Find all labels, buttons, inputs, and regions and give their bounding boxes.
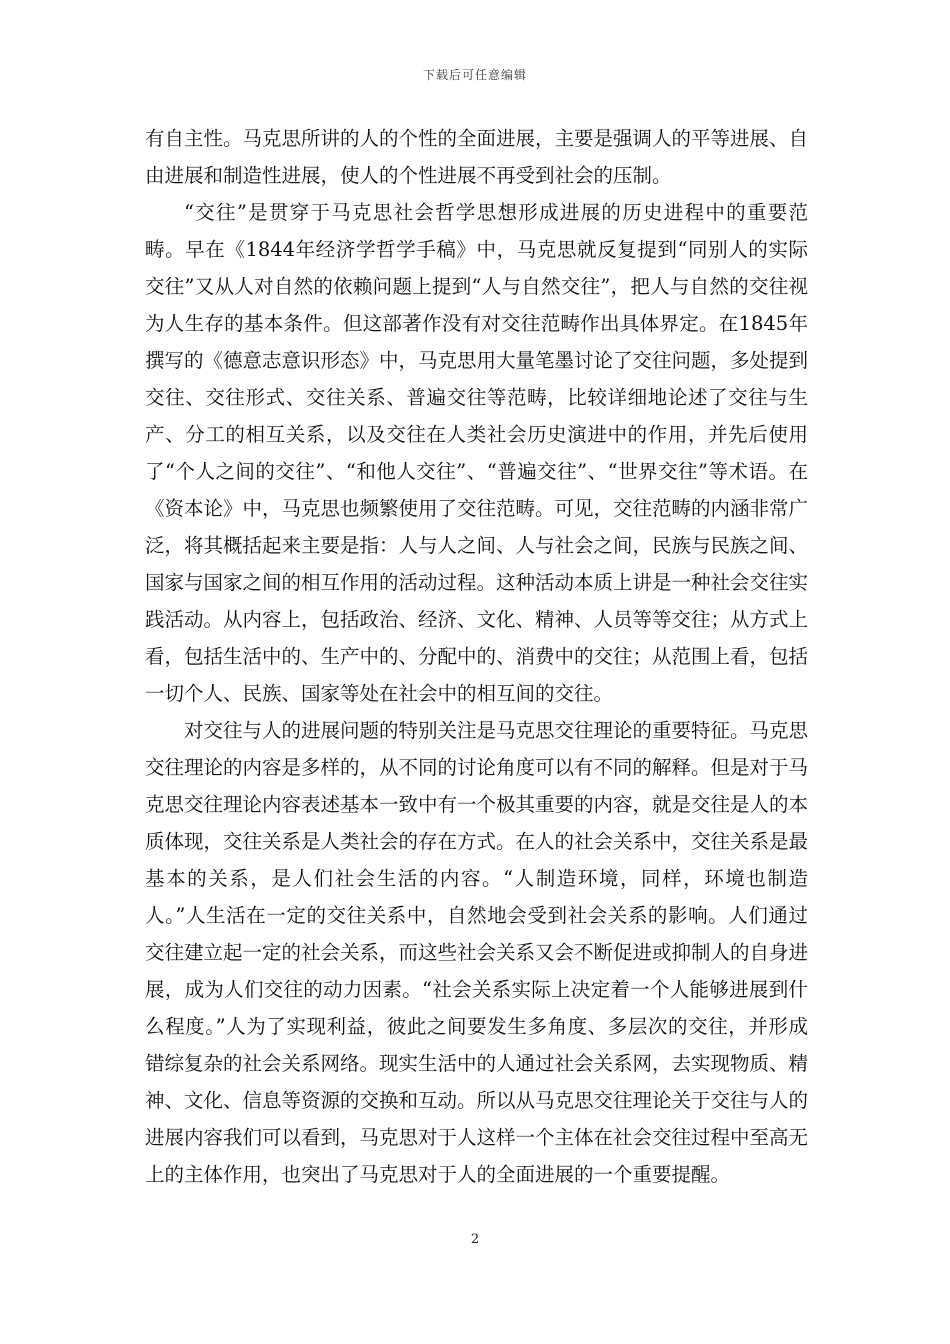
page-header: 下载后可任意编辑 [422,68,527,82]
paragraph-intercourse-and-development: 对交往与人的进展问题的特别关注是马克思交往理论的重要特征。马克思交往理论的内容是多样的，从不同的讨论角度可以有不同的解释。但是对于马克思交往理论内容表述基本一致中有一个极其重要的内容，就是交往是人的本质体现，交往关系是人类社会的存在方式。在人的社会关系中，交往关系是最基本的关系，是人们社会生活的内容。“人制造环境，同样，环境也制造人。”人生活在一定的交往关系中，自然地会受到社会关系的影响。人们通过交往建立起一定的社会关系，而这些社会关系又会不断促进或抑制人的自身进展，成为人们交往的动力因素。“社会关系实际上决定着一个人能够进展到什么程度。”人为了实现利益，彼此之间要发生多角度、多层次的交往，并形成错综复杂的社会关系网络。现实生活中的人通过社会关系网，去实现物质、精神、文化、信息等资源的交换和互动。所以从马克思交往理论关于交往与人的进展内容我们可以看到，马克思对于人这样一个主体在社会交往过程中至高无上的主体作用，也突出了马克思对于人的全面进展的一个重要提醒。 [145,719,809,1186]
document-body [145,120,808,1193]
paragraph-continuation: 有自主性。马克思所讲的人的个性的全面进展，主要是强调人的平等进展、自由进展和制造性进展，使人的个性进展不再受到社会的压制。 [145,127,809,187]
paragraph-intercourse-concept: “交往”是贯穿于马克思社会哲学思想形成进展的历史进程中的重要范畴。早在《1844年经济学哲学手稿》中，马克思就反复提到“同别人的实际交往”又从人对自然的依赖问题上提到“人与自然交往”，把人与自然的交往视为人生存的基本条件。但这部著作没有对交往范畴作出具体界定。在1845年撰写的《德意志意识形态》中，马克思用大量笔墨讨论了交往问题，多处提到交往、交往形式、交往关系、普遍交往等范畴，比较详细地论述了交往与生产、分工的相互关系，以及交往在人类社会历史演进中的作用，并先后使用了“个人之间的交往”、“和他人交往”、“普遍交往”、“世界交往”等术语。在《资本论》中，马克思也频繁使用了交往范畴。可见，交往范畴的内涵非常广泛，将其概括起来主要是指：人与人之间、人与社会之间，民族与民族之间、国家与国家之间的相互作用的活动过程。这种活动本质上讲是一种社会交往实践活动。从内容上，包括政治、经济、文化、精神、人员等等交往；从方式上看，包括生活中的、生产中的、分配中的、消费中的交往；从范围上看，包括一切个人、民族、国家等处在社会中的相互间的交往。 [145,201,809,705]
page-number: 2 [470,1232,480,1247]
